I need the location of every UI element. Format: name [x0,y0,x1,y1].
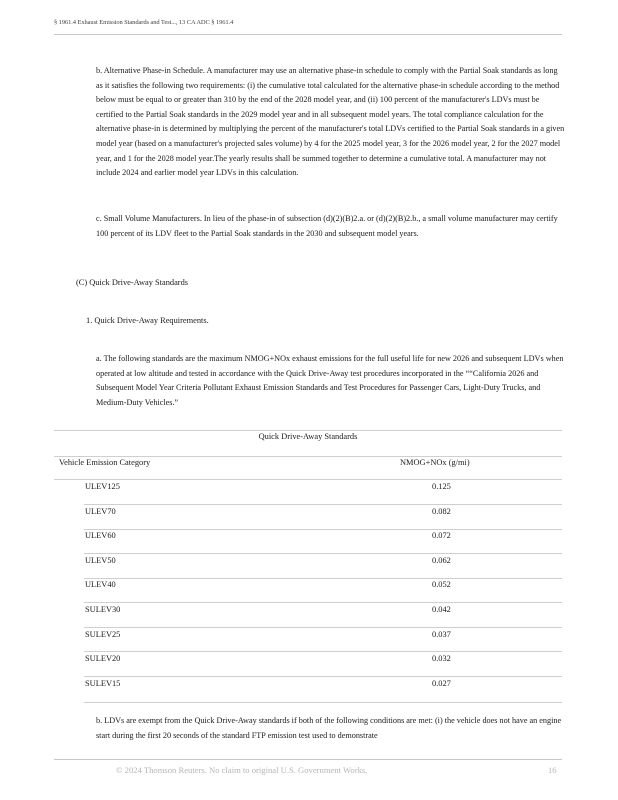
row-divider [84,578,562,579]
table-row [54,556,562,581]
table-row [54,482,562,507]
row-divider [84,504,562,505]
cell-value: 0.062 [432,555,451,565]
table-rule-caption [54,456,562,457]
row-divider [84,676,562,677]
cell-value: 0.042 [432,604,451,614]
row-divider [84,651,562,652]
table-rule-header [54,479,562,480]
paragraph-standards-intro: a. The following standards are the maximum NMOG+NOx exhaust emissions for the full useful life for new 2026 and subsequent LDVs when operated at low altitude and tested in accordance with the Quick Drive-Away test procedures incorporated in the ““California 2026 and Subsequent Model Year Criteria Pollutant Exhaust Emission Standards and Test Procedures for Passenger Cars, Light-Duty Trucks, and Medium-Duty Vehicles.” [96,354,564,407]
table-caption: Quick Drive-Away Standards [258,432,358,441]
footer-divider [54,759,562,760]
cell-category: ULEV60 [85,531,116,541]
table-rule-bottom [84,702,562,703]
cell-value: 0.037 [432,629,451,639]
running-header: § 1961.4 Exhaust Emission Standards and Test..., 13 CA ADC § 1961.4 [54,19,234,26]
table-body [54,482,562,703]
row-divider [84,602,562,603]
row-divider [84,553,562,554]
table-row [54,605,562,630]
cell-category: SULEV20 [85,654,121,664]
column-header-value: NMOG+NOx (g/mi) [400,458,470,467]
table-row [54,507,562,532]
cell-value: 0.027 [432,678,451,688]
cell-value: 0.082 [432,506,451,516]
cell-value: 0.052 [432,580,451,590]
cell-category: ULEV125 [85,482,120,491]
subsection-heading-requirements: 1. Quick Drive-Away Requirements. [86,316,209,325]
cell-value: 0.072 [432,531,451,541]
cell-category: SULEV15 [85,678,121,688]
row-divider [84,529,562,530]
page-number: 16 [548,765,557,775]
cell-category: ULEV40 [85,580,116,590]
header-divider [54,34,562,35]
cell-category: SULEV25 [85,629,121,639]
section-heading-quick-drive-away: (C) Quick Drive-Away Standards [76,278,189,287]
cell-category: ULEV70 [85,506,116,516]
paragraph-alternative-phase-in: b. Alternative Phase-in Schedule. A manufacturer may use an alternative phase-in schedule to comply with the Partial Soak standards as long as it satisfies the following two requirements: (i) the cumulative total calculated for the alternative phase-in schedule according to the method below must be equal to or greater than 310 by the end of the 2028 model year, and (ii) 100 percent of the manufacturer's LDVs must be certified to the Partial Soak standards in the 2029 model year and in all subsequent model years. The total compliance calculation for the alternative phase-in is determined by multiplying the percent of the manufacturer's total LDVs certified to the Partial Soak standards in a given model year (based on a manufacturer's projected sales volume) by 4 for the 2025 model year, 3 for the 2026 model year, 2 for the 2027 model year, and 1 for the 2028 model year.The yearly results shall be summed together to determine a cumulative total. A manufacturer may not include 2024 and earlier model year LDVs in this calculation. [96,66,565,178]
cell-category: SULEV30 [85,604,121,614]
table-rule-top [54,430,562,431]
cell-category: ULEV50 [85,555,116,565]
cell-value: 0.032 [432,654,451,664]
row-divider [84,627,562,628]
table-row [54,679,562,704]
paragraph-exemption: b. LDVs are exempt from the Quick Drive-Away standards if both of the following conditions are met: (i) the vehicle does not have an engine start during the first 20 seconds of the standard FTP emission test used to demonstrate [96,716,562,740]
copyright-footer: © 2024 Thomson Reuters. No claim to original U.S. Government Works. [116,765,368,775]
cell-value: 0.125 [432,482,451,491]
paragraph-small-volume-manufacturers: c. Small Volume Manufacturers. In lieu of the phase-in of subsection (d)(2)(B)2.a. or (d)(2)(B)2.b., a small volume manufacturer may certify 100 percent of its LDV fleet to the Partial Soak standards in the 2030 and subsequent model years. [96,214,558,238]
column-header-category: Vehicle Emission Category [59,458,151,467]
